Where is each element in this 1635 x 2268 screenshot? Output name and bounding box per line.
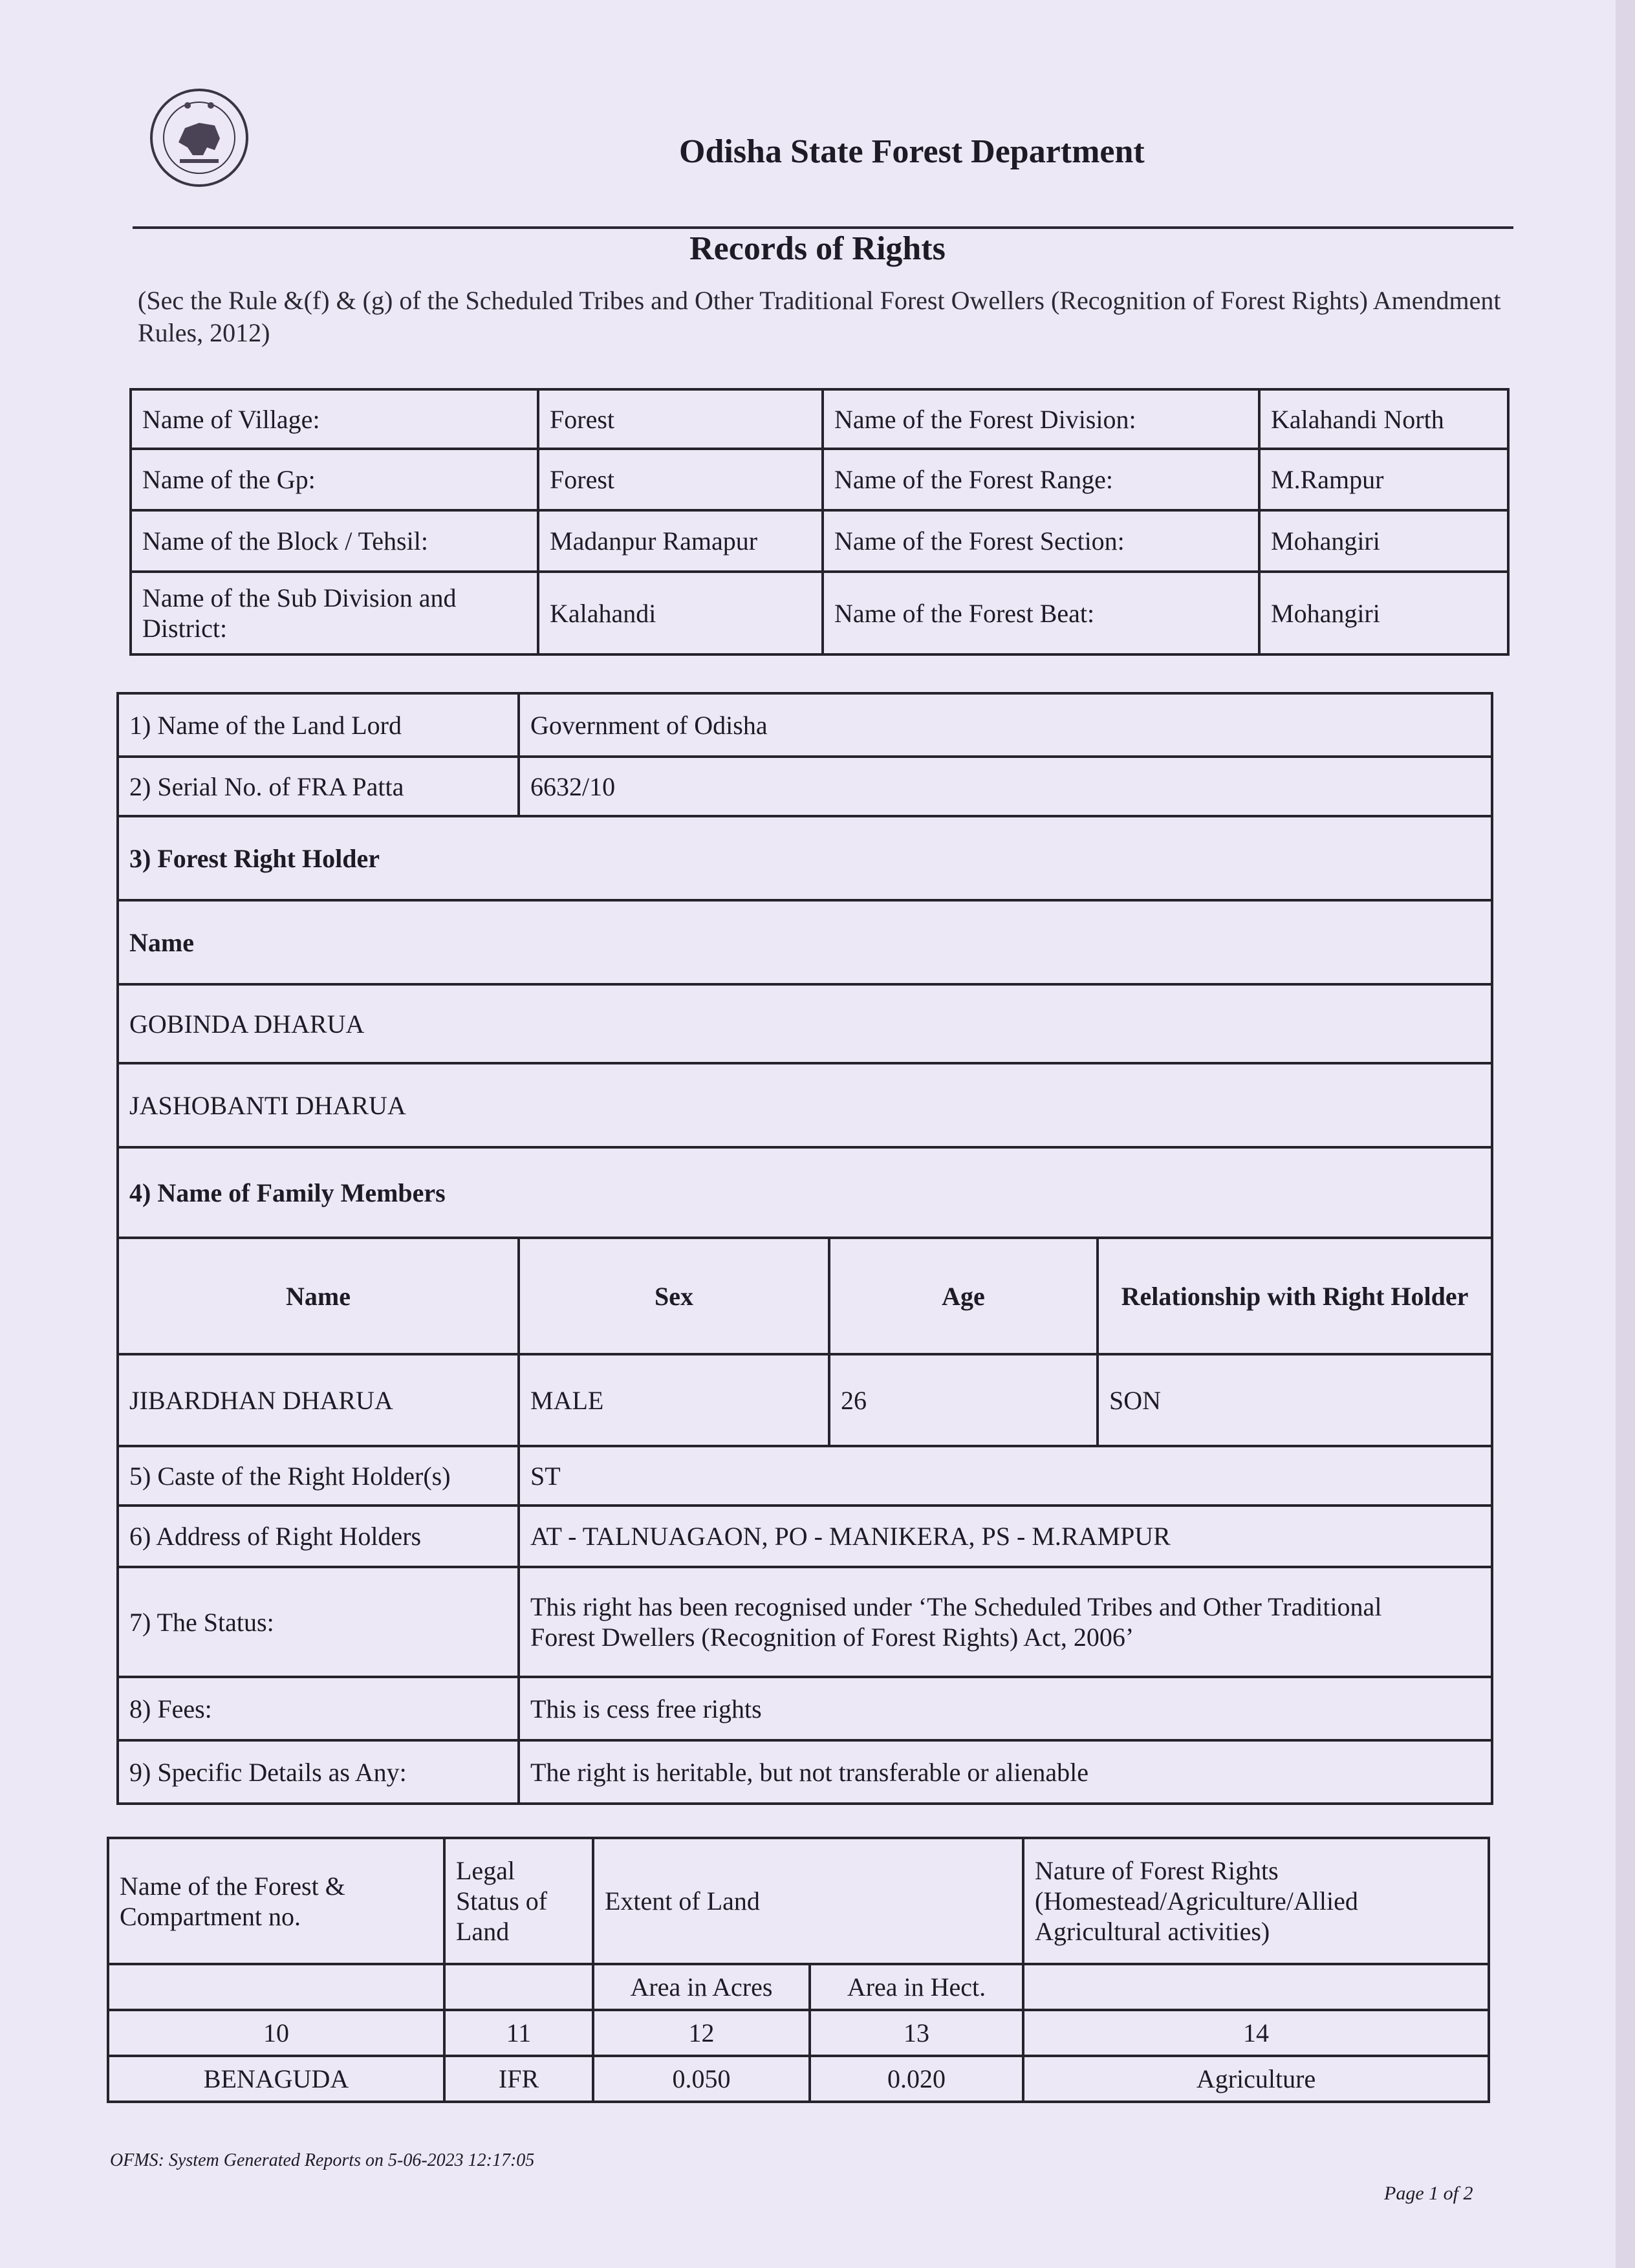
forest-division-label: Name of the Forest Division: — [823, 389, 1259, 449]
document-title: Records of Rights — [689, 230, 946, 267]
column-number: 14 — [1023, 2010, 1489, 2056]
fees-label: 8) Fees: — [118, 1677, 519, 1740]
forest-compartment-header: Name of the Forest & Compartment no. — [108, 1838, 444, 1964]
holder-name: JASHOBANTI DHARUA — [118, 1063, 1492, 1147]
family-member-relation: SON — [1098, 1354, 1492, 1446]
status-value — [519, 1567, 1492, 1677]
family-heading: 4) Name of Family Members — [118, 1147, 1492, 1238]
column-number: 12 — [593, 2010, 810, 2056]
subdivision-label: Name of the Sub Division and District: — [131, 572, 538, 654]
forest-division-value: Kalahandi North — [1259, 389, 1508, 449]
forest-beat-value: Mohangiri — [1259, 572, 1508, 654]
area-hect: 0.020 — [810, 2056, 1023, 2102]
family-header-age: Age — [829, 1238, 1098, 1354]
location-row — [131, 389, 1508, 449]
land-lord-label: 1) Name of the Land Lord — [118, 693, 519, 757]
land-lord-value: Government of Odisha — [519, 693, 1492, 757]
gp-label: Name of the Gp: — [131, 449, 538, 510]
forest-name: BENAGUDA — [108, 2056, 444, 2102]
land-table — [107, 1837, 1490, 2103]
block-label: Name of the Block / Tehsil: — [131, 510, 538, 572]
blank-cell — [1023, 1964, 1489, 2010]
blank-cell — [444, 1964, 593, 2010]
location-table — [129, 388, 1510, 656]
forest-section-label: Name of the Forest Section: — [823, 510, 1259, 572]
status-line-2: Forest Dwellers (Recognition of Forest Rights) Act, 2006’ — [530, 1623, 1134, 1652]
department-name: Odisha State Forest Department — [679, 133, 1145, 170]
forest-range-value: M.Rampur — [1259, 449, 1508, 510]
status-line-1: This right has been recognised under ‘The Scheduled Tribes and Other Traditional — [530, 1592, 1382, 1621]
caste-label: 5) Caste of the Right Holder(s) — [118, 1446, 519, 1506]
forest-section-value: Mohangiri — [1259, 510, 1508, 572]
document-subtitle: (Sec the Rule &(f) & (g) of the Scheduled Tribes and Other Traditional Forest Owellers (Recognition of Forest Rights) Amendment Rules, 2012) — [138, 286, 1501, 347]
family-member-age: 26 — [829, 1354, 1098, 1446]
location-row — [131, 572, 1508, 654]
family-header-relation: Relationship with Right Holder — [1098, 1238, 1492, 1354]
subdivision-value: Kalahandi — [538, 572, 823, 654]
village-label: Name of Village: — [131, 389, 538, 449]
block-value: Madanpur Ramapur — [538, 510, 823, 572]
holder-name-heading: Name — [118, 900, 1492, 984]
family-header-sex: Sex — [519, 1238, 829, 1354]
area-acres-header: Area in Acres — [593, 1964, 810, 2010]
record-table — [116, 692, 1493, 1805]
serial-value: 6632/10 — [519, 757, 1492, 816]
caste-value: ST — [519, 1446, 1492, 1506]
odisha-emblem-icon — [147, 83, 251, 193]
family-header-name: Name — [118, 1238, 519, 1354]
holder-name: GOBINDA DHARUA — [118, 984, 1492, 1063]
details-label: 9) Specific Details as Any: — [118, 1740, 519, 1804]
blank-cell — [108, 1964, 444, 2010]
family-member-sex: MALE — [519, 1354, 829, 1446]
legal-status-header: Legal Status of Land — [444, 1838, 593, 1964]
legal-status: IFR — [444, 2056, 593, 2102]
nature-of-rights: Agriculture — [1023, 2056, 1489, 2102]
fees-value: This is cess free rights — [519, 1677, 1492, 1740]
right-holder-heading: 3) Forest Right Holder — [118, 816, 1492, 900]
address-label: 6) Address of Right Holders — [118, 1506, 519, 1567]
location-row — [131, 510, 1508, 572]
column-number: 10 — [108, 2010, 444, 2056]
area-hect-header: Area in Hect. — [810, 1964, 1023, 2010]
land-row — [108, 2056, 1489, 2102]
status-label: 7) The Status: — [118, 1567, 519, 1677]
area-acres: 0.050 — [593, 2056, 810, 2102]
village-value: Forest — [538, 389, 823, 449]
column-number: 13 — [810, 2010, 1023, 2056]
column-number: 11 — [444, 2010, 593, 2056]
page-number: Page 1 of 2 — [1384, 2183, 1473, 2204]
details-value: The right is heritable, but not transferable or alienable — [519, 1740, 1492, 1804]
nature-header: Nature of Forest Rights (Homestead/Agriculture/Allied Agricultural activities) — [1023, 1838, 1489, 1964]
forest-range-label: Name of the Forest Range: — [823, 449, 1259, 510]
serial-label: 2) Serial No. of FRA Patta — [118, 757, 519, 816]
generated-timestamp: OFMS: System Generated Reports on 5-06-2023 12:17:05 — [110, 2150, 535, 2170]
gp-value: Forest — [538, 449, 823, 510]
address-value: AT - TALNUAGAON, PO - MANIKERA, PS - M.RAMPUR — [519, 1506, 1492, 1567]
family-member-name: JIBARDHAN DHARUA — [118, 1354, 519, 1446]
page-edge-shadow — [1616, 0, 1635, 2268]
family-row — [118, 1354, 1492, 1446]
forest-beat-label: Name of the Forest Beat: — [823, 572, 1259, 654]
location-row — [131, 449, 1508, 510]
extent-header: Extent of Land — [593, 1838, 1023, 1964]
